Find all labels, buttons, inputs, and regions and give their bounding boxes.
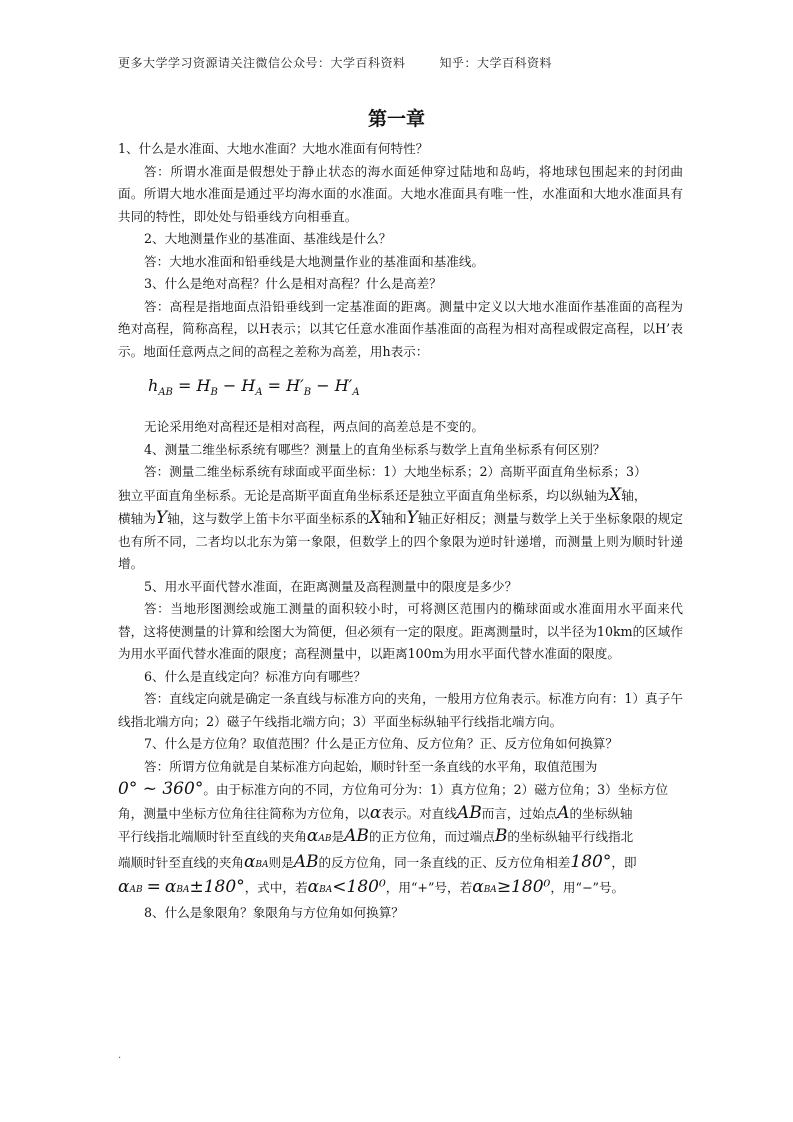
azimuth-conversion-formula: αAB = αBA±180°，式中，若αBA<180⁰，用“+”号，若αBA≥180⁰，用“−”号。	[118, 877, 625, 898]
answer-7-line-2: 0° ~ 360°。由于标准方向的不同，方位角可分为：1）真方位角；2）磁方位角；3）坐标方位	[118, 779, 669, 800]
answer-7-line-4: 平行线指北端顺时针至直线的夹角αAB是AB的正方位角，而过端点B的坐标纵轴平行线指北	[118, 826, 634, 847]
answer-4-line-2: 独立平面直角坐标系。无论是高斯平面直角坐标系还是独立平面直角坐标系，均以纵轴为X轴，	[118, 484, 647, 505]
question-7: 7、什么是方位角？取值范围？什么是正方位角、反方位角？正、反方位角如何换算？	[144, 736, 618, 752]
question-5: 5、用水平面代替水准面，在距离测量及高程测量中的限度是多少？	[144, 578, 518, 594]
chapter-title: 第一章	[367, 108, 425, 130]
height-difference-formula: $h_{AB} = H_B - H_A = H'_B - H'_A$	[148, 376, 360, 399]
question-2: 2、大地测量作业的基准面、基准线是什么？	[144, 231, 392, 246]
answer-3-note: 无论采用绝对高程还是相对高程，两点间的高差总是不变的。	[144, 419, 485, 435]
question-6: 6、什么是直线定向？标准方向有哪些？	[144, 668, 367, 684]
question-4: 4、测量二维坐标系统有哪些？测量上的直角坐标系与数学上直角坐标系有何区别？	[144, 441, 606, 457]
question-1: 1、什么是水准面、大地水准面？大地水准面有何特性？	[118, 141, 429, 156]
answer-6: 答：直线定向就是确定一条直线与标准方向的夹角，一般用方位角表示。标准方向有：1）真子午线指北端方向；2）磁子午线指北端方向；3）平面坐标纵轴平行线指北端方向。	[118, 691, 683, 729]
answer-3: 答：高程是指地面点沿铅垂线到一定基准面的距离。测量中定义以大地水准面作基准面的高程为绝对高程，简称高程，以H表示；以其它任意水准面作基准面的高程为相对高程或假定高程，以H’表示。地面任意两点之间的高程之差称为高差，用h表示：	[118, 298, 683, 359]
answer-7-line-3: 角，测量中坐标方位角往往简称为方位角，以α表示。对直线AB而言，过始点A的坐标纵轴	[118, 802, 633, 823]
answer-2: 答：大地水准面和铅垂线是大地测量作业的基准面和基准线。	[144, 253, 485, 269]
document-body	[118, 138, 683, 924]
page-header	[118, 54, 753, 71]
header-left-text: 更多大学学习资源请关注微信公众号：大学百科资料	[118, 56, 406, 70]
answer-4-line-3: 横轴为Y轴，这与数学上笛卡尔平面坐标系的X轴和Y轴正好相反；测量与数学上关于坐标象限的规定也有所不同，二者均以北东为第一象限，但数学上的四个象限为逆时针递增，而测量上则为顺时针递增。	[118, 508, 684, 572]
header-right-text: 知乎：大学百科资料	[439, 56, 553, 70]
footer-mark: .	[118, 1050, 122, 1061]
answer-7-line-5: 端顺时针至直线的夹角αBA则是AB的反方位角，同一条直线的正、反方位角相差180°，即	[118, 851, 637, 872]
answer-7-line-1: 答：所谓方位角就是自某标准方向起始，顺时针至一条直线的水平角，取值范围为	[144, 758, 598, 774]
answer-4-line-1: 答：测量二维坐标系统有球面或平面坐标：1）大地坐标系；2）高斯平面直角坐标系；3）	[144, 464, 647, 480]
question-3: 3、什么是绝对高程？什么是相对高程？什么是高差？	[144, 276, 442, 291]
answer-5: 答：当地形图测绘或施工测量的面积较小时，可将测区范围内的椭球面或水准面用水平面来代替，这将使测量的计算和绘图大为简便，但必须有一定的限度。距离测量时，以半径为10km的区域作为用水平面代替水准面的限度；高程测量中，以距离100m为用水平面代替水准面的限度。	[118, 601, 683, 662]
question-8: 8、什么是象限角？象限角与方位角如何换算？	[144, 904, 404, 920]
answer-1: 答：所谓水准面是假想处于静止状态的海水面延伸穿过陆地和岛屿，将地球包围起来的封闭曲面。所谓大地水准面是通过平均海水面的水准面。大地水准面具有唯一性，水准面和大地水准面具有共同的特性，即处处与铅垂线方向相垂直。	[118, 163, 683, 224]
